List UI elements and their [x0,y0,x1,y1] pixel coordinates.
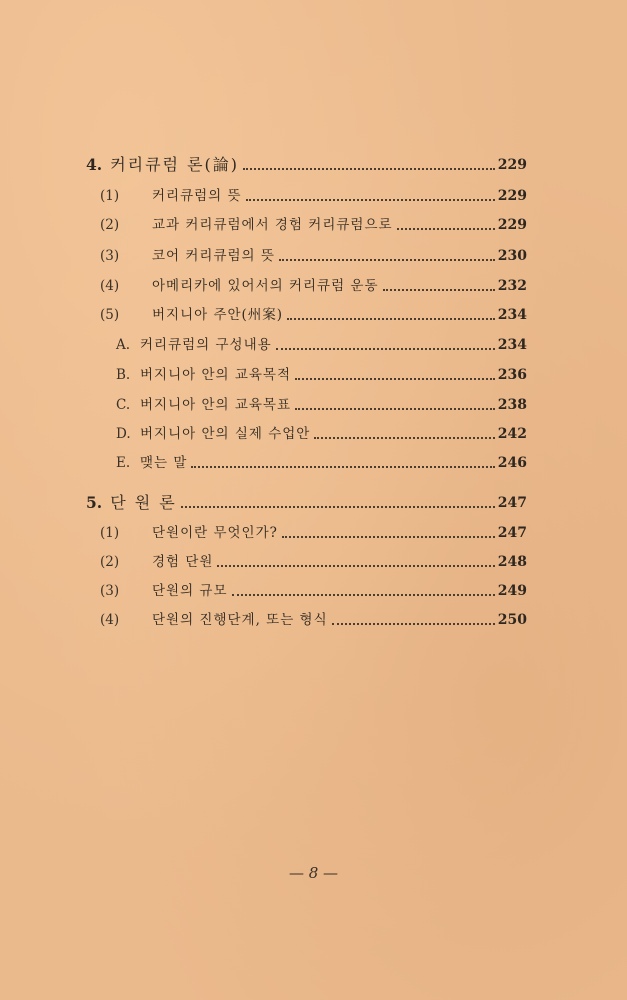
item-number: (2) [100,554,120,570]
toc-section-4 [86,152,527,174]
item-number: (3) [100,248,120,264]
item-title: 커리큐럼의 뜻 [152,188,242,204]
toc-subitem [116,332,527,354]
toc-item [100,212,527,234]
page-number: 232 [497,278,527,294]
dot-leader [191,466,495,468]
subitem-letter: B. [116,367,131,383]
dot-leader [287,318,495,320]
item-number: (3) [100,583,120,599]
subitem-title: 커리큐럼의 구성내용 [140,337,272,353]
section-title: 커리큐럼 론(論) [110,155,240,174]
page-number: 229 [497,217,527,233]
dot-leader [181,506,495,508]
item-title: 버지니아 주안(州案) [152,307,284,323]
item-number: (2) [100,217,120,233]
toc-item [100,273,527,295]
subitem-letter: D. [116,426,131,442]
toc-section-5 [86,490,527,512]
page-number: 246 [497,455,527,471]
toc-item [100,183,527,205]
item-title: 아메리카에 있어서의 커리큐럼 운동 [152,278,379,294]
toc-subitem [116,362,527,384]
toc-item [100,607,527,629]
toc-item [100,520,527,542]
toc-item [100,549,527,571]
subitem-title: 맺는 말 [140,455,188,471]
page-number: 229 [497,157,527,173]
dot-leader [232,594,496,596]
page-number: 247 [497,525,527,541]
page-footer-number: — 8 — [288,864,339,882]
dot-leader [243,168,495,170]
subitem-title: 버지니아 안의 교육목적 [140,367,291,383]
dot-leader [282,536,495,538]
dot-leader [276,348,495,350]
section-number: 4. [86,155,103,174]
item-number: (5) [100,307,120,323]
page-number: 230 [497,248,527,264]
page-number: 234 [497,337,527,353]
item-number: (1) [100,525,120,541]
item-title: 교과 커리큐럼에서 경험 커리큐럼으로 [152,217,393,233]
subitem-letter: A. [116,337,131,353]
dot-leader [217,565,495,567]
subitem-letter: C. [116,397,131,413]
item-title: 코어 커리큐럼의 뜻 [152,248,275,264]
page-number: 250 [497,612,527,628]
item-number: (1) [100,188,120,204]
page-number: 238 [497,397,527,413]
item-title: 단원의 진행단계, 또는 형식 [152,612,328,628]
page-number: 229 [497,188,527,204]
page-number: 249 [497,583,527,599]
page-number: 234 [497,307,527,323]
page-number: 247 [497,495,527,511]
item-title: 경험 단원 [152,554,214,570]
dot-leader [314,437,495,439]
subitem-title: 버지니아 안의 교육목표 [140,397,291,413]
dot-leader [295,408,495,410]
item-title: 단원이란 무엇인가? [152,525,278,541]
section-number: 5. [86,493,103,512]
toc-item [100,302,527,324]
dot-leader [295,378,495,380]
dot-leader [383,289,496,291]
subitem-title: 버지니아 안의 실제 수업안 [140,426,311,442]
item-number: (4) [100,612,120,628]
toc-subitem [116,450,527,472]
item-title: 단원의 규모 [152,583,228,599]
dot-leader [397,228,495,230]
page-number: 248 [497,554,527,570]
item-number: (4) [100,278,120,294]
page-number: 242 [497,426,527,442]
toc-subitem [116,392,527,414]
dot-leader [246,199,495,201]
toc-item [100,243,527,265]
toc-subitem [116,421,527,443]
dot-leader [332,623,495,625]
section-title: 단 원 론 [110,493,177,512]
toc-item [100,578,527,600]
subitem-letter: E. [116,455,131,471]
dot-leader [279,259,495,261]
page-number: 236 [497,367,527,383]
